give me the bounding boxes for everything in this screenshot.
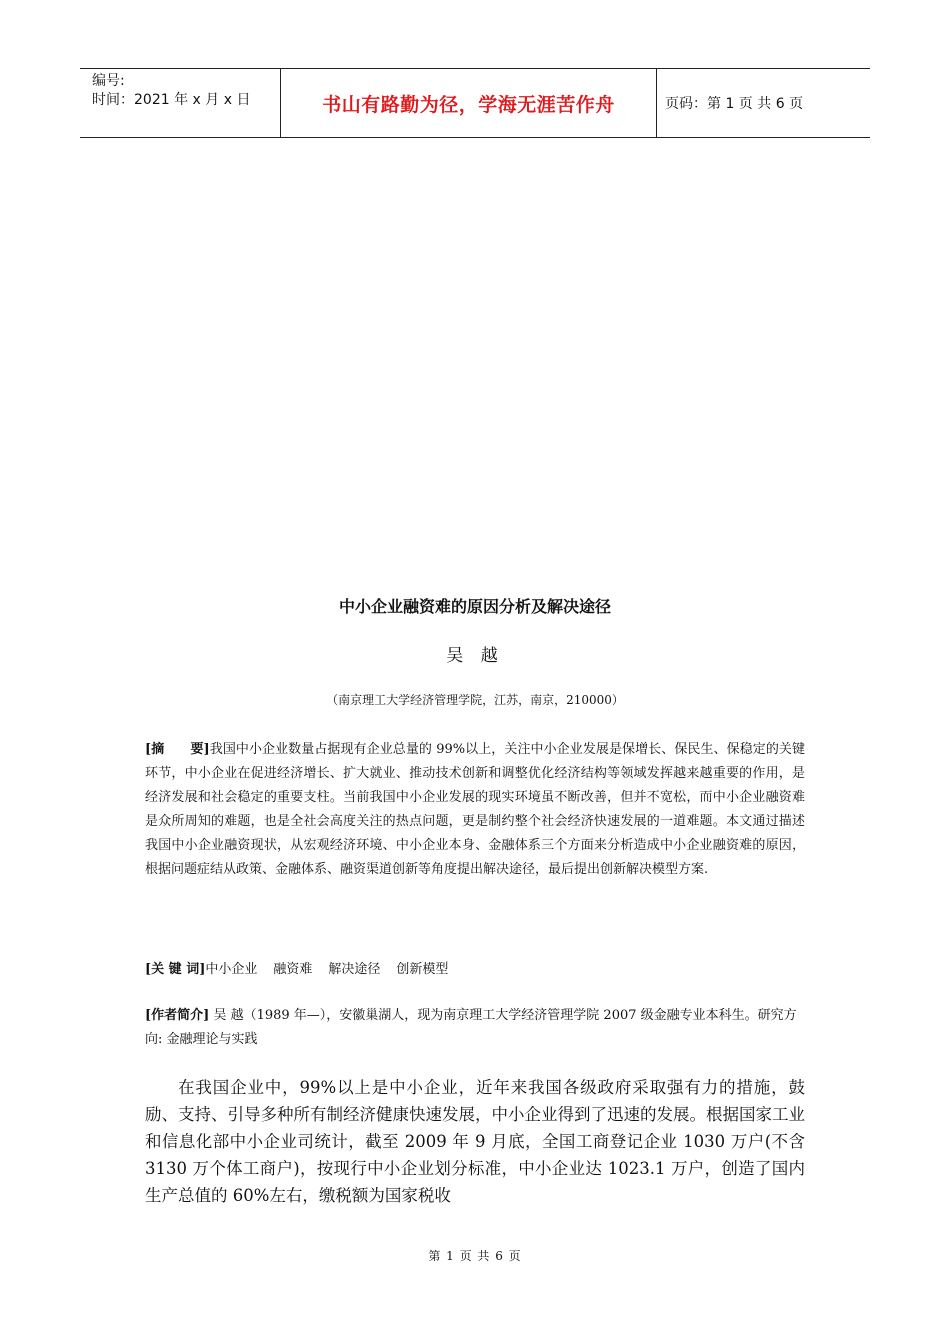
abstract-section xyxy=(145,738,805,882)
author-intro-label: [作者简介] xyxy=(145,1008,210,1023)
header-motto-cell xyxy=(281,69,657,137)
keyword-item: 创新模型 xyxy=(396,962,449,977)
author-intro-text: 吴 越（1989 年—），安徽巢湖人，现为南京理工大学经济管理学院 2007 级金融专业本科生。研究方向: 金融理论与实践 xyxy=(145,1008,797,1047)
keywords-label: [关 键 词] xyxy=(145,962,206,977)
header-page-info: 页码：第 1 页 共 6 页 xyxy=(665,96,804,112)
keyword-item: 融资难 xyxy=(273,962,313,977)
keywords-section xyxy=(145,958,805,982)
keyword-item: 中小企业 xyxy=(205,962,258,977)
document-number-label: 编号: xyxy=(92,73,125,89)
keyword-item: 解决途径 xyxy=(328,962,381,977)
page-footer: 第 1 页 共 6 页 xyxy=(428,1249,522,1263)
paper-author: 吴 越 xyxy=(446,646,504,666)
document-time-label: 时间：2021 年 x 月 x 日 xyxy=(92,92,251,108)
abstract-label: [摘 要] xyxy=(145,742,210,757)
header-table xyxy=(80,68,870,138)
abstract-text: 我国中小企业数量占据现有企业总量的 99%以上，关注中小企业发展是保增长、保民生、保稳定的关键环节，中小企业在促进经济增长、扩大就业、推动技术创新和调整优化经济结构等领域发挥越来越重要的作用，是经济发展和社会稳定的重要支柱。当前我国中小企业发展的现实环境虽不断改善，但并不宽松，而中小企业融资难是众所周知的难题，也是全社会高度关注的热点问题，更是制约整个社会经济快速发展的一道难题。本文通过描述我国中小企业融资现状，从宏观经济环境、中小企业本身、金融体系三个方面来分析造成中小企业融资难的原因，根据问题症结从政策、金融体系、融资渠道创新等角度提出解决途径，最后提出创新解决模型方案. xyxy=(145,742,805,877)
paper-title: 中小企业融资难的原因分析及解决途径 xyxy=(338,597,611,616)
motto-text: 书山有路勤为径，学海无涯苦作舟 xyxy=(322,93,615,116)
header-page-cell xyxy=(657,69,870,137)
header-meta-cell xyxy=(80,69,281,137)
author-intro-section xyxy=(145,1004,805,1052)
body-paragraph: 在我国企业中，99%以上是中小企业，近年来我国各级政府采取强有力的措施，鼓励、支持、引导多种所有制经济健康快速发展，中小企业得到了迅速的发展。根据国家工业和信息化部中小企业司统计，截至 2009 年 9 月底，全国工商登记企业 1030 万户(不含 3130 万个体工商户)，按现行中小企业划分标准，中小企业达 1023.1 万户，创造了国内生产总值的 60%左右，缴税额为国家税收 xyxy=(145,1078,805,1205)
paper-affiliation: （南京理工大学经济管理学院，江苏，南京，210000） xyxy=(326,693,624,707)
